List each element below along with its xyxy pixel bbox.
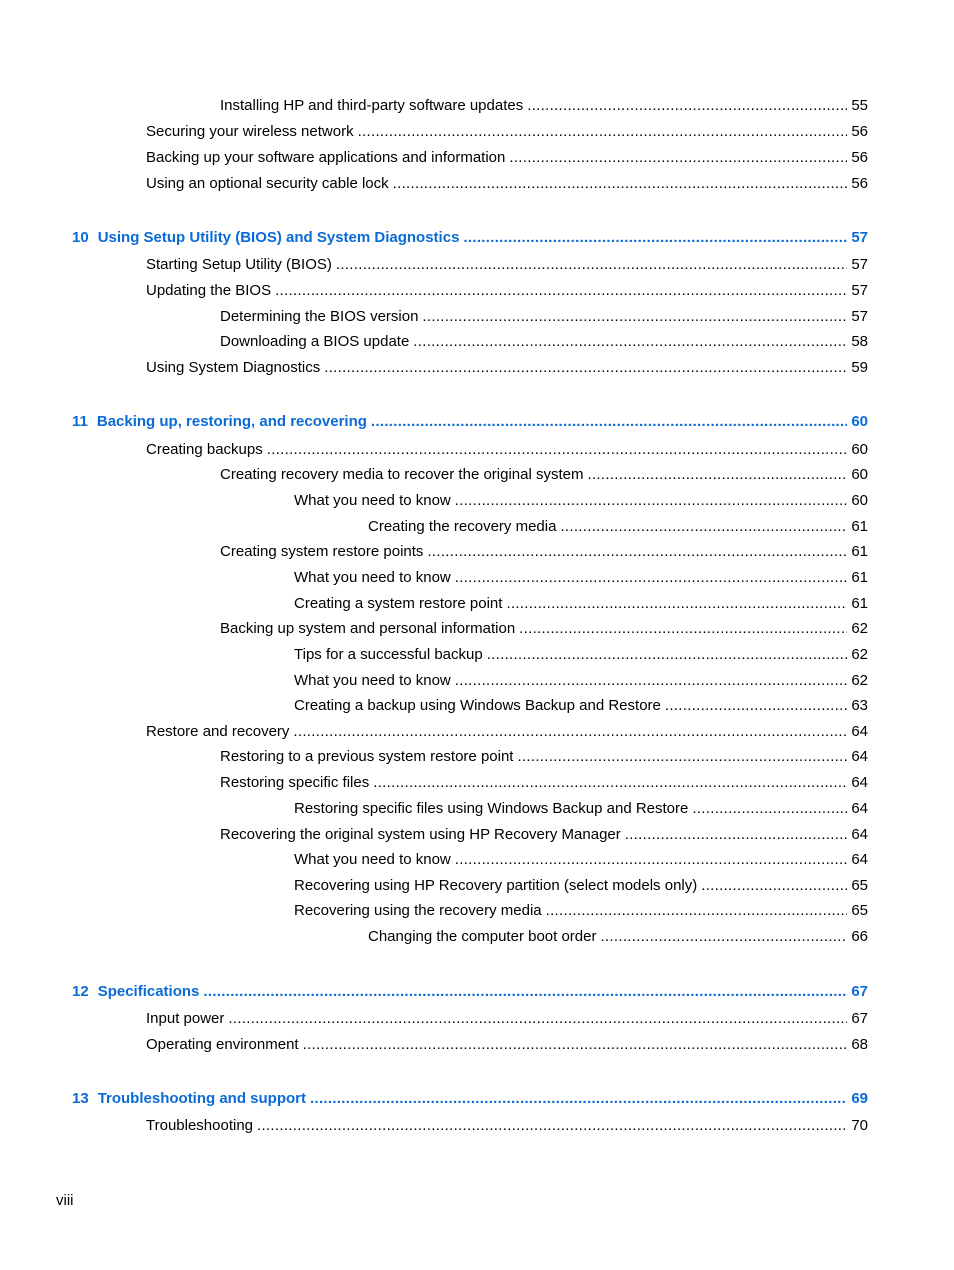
toc-chapter-entry[interactable] — [72, 981, 868, 1003]
page-number-ref: 57 — [851, 256, 868, 273]
dot-leader — [519, 618, 847, 640]
toc-entry[interactable] — [368, 926, 868, 948]
toc-entry[interactable] — [146, 173, 868, 195]
page-number-ref: 60 — [851, 466, 868, 483]
toc-entry[interactable] — [146, 254, 868, 276]
page-number-ref: 63 — [851, 697, 868, 714]
entry-title: Input power — [146, 1010, 225, 1027]
dot-leader — [487, 644, 848, 666]
dot-leader — [506, 593, 847, 615]
page-number-ref: 56 — [851, 175, 868, 192]
page-number-ref: 56 — [851, 123, 868, 140]
page-number-ref: 64 — [851, 851, 868, 868]
page-number-ref: 64 — [851, 723, 868, 740]
chapter-title: Specifications — [97, 983, 200, 1000]
toc-entry[interactable] — [220, 772, 868, 794]
entry-title: Downloading a BIOS update — [220, 333, 410, 350]
dot-leader — [358, 121, 848, 143]
dot-leader — [455, 567, 848, 589]
dot-leader — [275, 280, 847, 302]
entry-title: Recovering the original system using HP Recovery Manager — [220, 826, 621, 843]
dot-leader — [692, 798, 847, 820]
page-number-ref: 62 — [851, 620, 868, 637]
page-number-ref: 64 — [851, 748, 868, 765]
entry-title: Creating system restore points — [220, 543, 424, 560]
entry-title: Determining the BIOS version — [220, 308, 419, 325]
dot-leader — [203, 981, 847, 1003]
page-number-ref: 61 — [851, 543, 868, 560]
dot-leader — [509, 147, 847, 169]
page-number-ref: 61 — [851, 595, 868, 612]
chapter-title: Backing up, restoring, and recovering — [96, 413, 367, 430]
dot-leader — [324, 357, 847, 379]
entry-title: Using System Diagnostics — [146, 359, 321, 376]
dot-leader — [257, 1115, 847, 1137]
toc-entry[interactable] — [146, 1034, 868, 1056]
page-number-ref: 55 — [851, 97, 868, 114]
toc-entry[interactable] — [294, 849, 868, 871]
toc-entry[interactable] — [294, 670, 868, 692]
page-number-ref: 57 — [851, 282, 868, 299]
chapter-title: Troubleshooting and support — [97, 1090, 307, 1107]
toc-entry[interactable] — [220, 306, 868, 328]
page-number-ref: 61 — [851, 518, 868, 535]
toc-entry[interactable] — [294, 490, 868, 512]
page-number-ref: 69 — [851, 1090, 868, 1107]
page-number-ref: 62 — [851, 646, 868, 663]
dot-leader — [371, 411, 847, 433]
page-number-ref: 67 — [851, 1010, 868, 1027]
page-number-ref: 66 — [851, 928, 868, 945]
dot-leader — [455, 670, 848, 692]
entry-title: Restore and recovery — [146, 723, 290, 740]
toc-entry[interactable] — [294, 593, 868, 615]
toc-entry[interactable] — [220, 824, 868, 846]
dot-leader — [455, 490, 848, 512]
toc-entry[interactable] — [294, 875, 868, 897]
entry-title: Backing up system and personal information — [220, 620, 516, 637]
toc-entry[interactable] — [146, 721, 868, 743]
dot-leader — [455, 849, 848, 871]
chapter-number: 10 — [72, 229, 89, 246]
entry-title: Creating a system restore point — [294, 595, 503, 612]
entry-title: What you need to know — [294, 851, 451, 868]
dot-leader — [228, 1008, 847, 1030]
page-number: viii — [56, 1192, 74, 1209]
entry-title: Creating the recovery media — [368, 518, 557, 535]
dot-leader — [527, 95, 847, 117]
dot-leader — [517, 746, 847, 768]
dot-leader — [293, 721, 847, 743]
page-number-ref: 64 — [851, 774, 868, 791]
page-number-ref: 60 — [851, 441, 868, 458]
toc-entry[interactable] — [146, 357, 868, 379]
toc-entry[interactable] — [220, 95, 868, 117]
page-number-ref: 56 — [851, 149, 868, 166]
page-number-ref: 58 — [851, 333, 868, 350]
chapter-title: Using Setup Utility (BIOS) and System Diagnostics — [97, 229, 460, 246]
toc-entry[interactable] — [220, 464, 868, 486]
chapter-number: 13 — [72, 1090, 89, 1107]
dot-leader — [600, 926, 847, 948]
entry-title: Recovering using HP Recovery partition (select models only) — [294, 877, 698, 894]
dot-leader — [422, 306, 847, 328]
page-number-ref: 57 — [851, 229, 868, 246]
entry-title: What you need to know — [294, 569, 451, 586]
dot-leader — [427, 541, 847, 563]
toc-entry[interactable] — [368, 516, 868, 538]
dot-leader — [665, 695, 847, 717]
page-number-ref: 65 — [851, 902, 868, 919]
entry-title: What you need to know — [294, 672, 451, 689]
entry-title: Creating backups — [146, 441, 263, 458]
page-number-ref: 64 — [851, 800, 868, 817]
dot-leader — [267, 439, 848, 461]
dot-leader — [310, 1088, 847, 1110]
toc-chapter-entry[interactable] — [72, 411, 868, 433]
page-number-ref: 60 — [851, 413, 868, 430]
page-number-ref: 64 — [851, 826, 868, 843]
dot-leader — [588, 464, 848, 486]
entry-title: Restoring to a previous system restore point — [220, 748, 514, 765]
dot-leader — [303, 1034, 848, 1056]
entry-title: Operating environment — [146, 1036, 299, 1053]
page-number-ref: 59 — [851, 359, 868, 376]
toc-entry[interactable] — [146, 121, 868, 143]
toc-chapter-entry[interactable] — [72, 1088, 868, 1110]
page-number-ref: 57 — [851, 308, 868, 325]
toc-entry[interactable] — [146, 280, 868, 302]
toc-entry[interactable] — [294, 644, 868, 666]
toc-entry[interactable] — [294, 900, 868, 922]
page-number-ref: 62 — [851, 672, 868, 689]
page-number-ref: 60 — [851, 492, 868, 509]
entry-title: Restoring specific files using Windows Backup and Restore — [294, 800, 689, 817]
toc-entry[interactable] — [220, 618, 868, 640]
toc-entry[interactable] — [294, 798, 868, 820]
toc-entry[interactable] — [220, 746, 868, 768]
dot-leader — [413, 331, 847, 353]
entry-title: What you need to know — [294, 492, 451, 509]
entry-title: Backing up your software applications and information — [146, 149, 506, 166]
entry-title: Creating recovery media to recover the original system — [220, 466, 584, 483]
page-number-ref: 70 — [851, 1117, 868, 1134]
entry-title: Recovering using the recovery media — [294, 902, 542, 919]
dot-leader — [546, 900, 848, 922]
page-number-ref: 67 — [851, 983, 868, 1000]
toc-entry[interactable] — [220, 331, 868, 353]
dot-leader — [393, 173, 848, 195]
dot-leader — [373, 772, 847, 794]
chapter-number: 11 — [72, 413, 88, 430]
toc-entry[interactable] — [294, 567, 868, 589]
entry-title: Restoring specific files — [220, 774, 370, 791]
dot-leader — [560, 516, 847, 538]
dot-leader — [701, 875, 847, 897]
dot-leader — [336, 254, 847, 276]
page-number-ref: 65 — [851, 877, 868, 894]
page-number-ref: 61 — [851, 569, 868, 586]
toc-entry[interactable] — [146, 1008, 868, 1030]
entry-title: Starting Setup Utility (BIOS) — [146, 256, 332, 273]
toc-entry[interactable] — [146, 439, 868, 461]
entry-title: Tips for a successful backup — [294, 646, 483, 663]
entry-title: Using an optional security cable lock — [146, 175, 389, 192]
entry-title: Troubleshooting — [146, 1117, 254, 1134]
dot-leader — [463, 227, 847, 249]
entry-title: Securing your wireless network — [146, 123, 354, 140]
entry-title: Changing the computer boot order — [368, 928, 597, 945]
toc-entry[interactable] — [146, 1115, 868, 1137]
dot-leader — [625, 824, 848, 846]
toc-chapter-entry[interactable] — [72, 227, 868, 249]
toc-entry[interactable] — [220, 541, 868, 563]
page-number-ref: 68 — [851, 1036, 868, 1053]
entry-title: Updating the BIOS — [146, 282, 272, 299]
toc-entry[interactable] — [146, 147, 868, 169]
toc-entry[interactable] — [294, 695, 868, 717]
entry-title: Installing HP and third-party software updates — [220, 97, 524, 114]
chapter-number: 12 — [72, 983, 89, 1000]
entry-title: Creating a backup using Windows Backup and Restore — [294, 697, 661, 714]
